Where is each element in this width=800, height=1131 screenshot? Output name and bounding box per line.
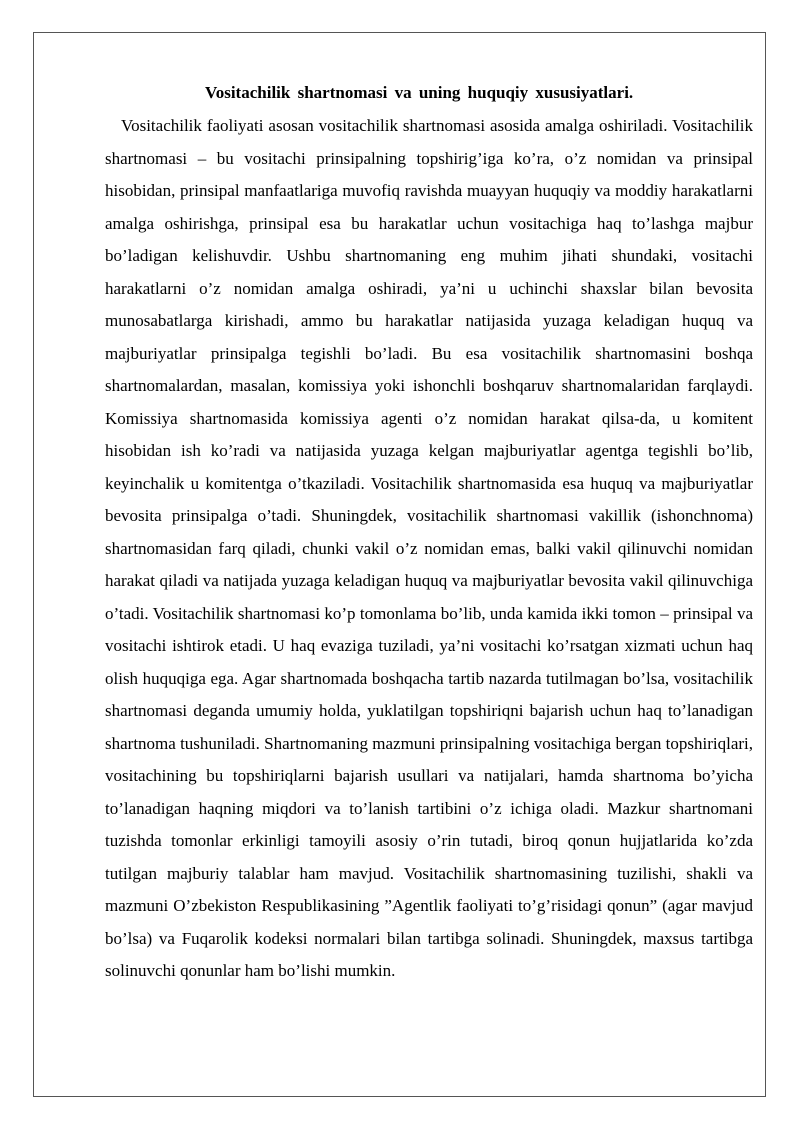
document-paragraph: Vositachilik faoliyati asosan vositachilik shartnomasi asosida amalga oshiriladi. Vositachilik shartnomasi – bu vositachi prinsipalning topshirig’iga ko’ra, o’z nomidan va prinsipal hisobidan, prinsipal manfaatlariga muvofiq ravishda muayyan huquqiy va moddiy harakatlarni amalga oshirishga, prinsipal esa bu harakatlar uchun vositachiga haq to’lashga majbur bo’ladigan kelishuvdir. Ushbu shartnomaning eng muhim jihati shundaki, vositachi harakatlarni o’z nomidan amalga oshiradi, ya’ni u uchinchi shaxslar bilan bevosita munosabatlarga kirishadi, ammo bu harakatlar natijasida yuzaga keladigan huquq va majburiyatlar prinsipalga tegishli bo’ladi. Bu esa vositachilik shartnomasini boshqa shartnomalardan, masalan, komissiya yoki ishonchli boshqaruv shartnomalaridan farqlaydi. Komissiya shartnomasida komissiya agenti o’z nomidan harakat qilsa-da, u komitent hisobidan ish ko’radi va natijasida yuzaga kelgan majburiyatlar agentga tegishli bo’lib, keyinchalik u komitentga o’tkaziladi. Vositachilik shartnomasida esa huquq va majburiyatlar bevosita prinsipalga o’tadi. Shuningdek, vositachilik shartnomasi vakillik (ishonchnoma) shartnomasidan farq qiladi, chunki vakil o’z nomidan emas, balki vakil qilinuvchi nomidan harakat qiladi va natijada yuzaga keladigan huquq va majburiyatlar bevosita vakil qilinuvchiga o’tadi. Vositachilik shartnomasi ko’p tomonlama bo’lib, unda kamida ikki tomon – prinsipal va vositachi ishtirok etadi. U haq evaziga tuziladi, ya’ni vositachi ko’rsatgan xizmati uchun haq olish huquqiga ega. Agar shartnomada boshqacha tartib nazarda tutilmagan bo’lsa, vositachilik shartnomasi deganda umumiy holda, yuklatilgan topshiriqni bajarish uchun haq to’lanadigan shartnoma tushuniladi. Shartnomaning mazmuni prinsipalning vositachiga bergan topshiriqlari, vositachining bu topshiriqlarni bajarish usullari va natijalari, hamda shartnoma bo’yicha to’lanadigan haqning miqdori va to’lanish tartibini o’z ichiga oladi. Mazkur shartnomani tuzishda tomonlar erkinligi tamoyili asosiy o’rin tutadi, biroq qonun hujjatlarida ko’zda tutilgan majburiy talablar ham mavjud. Vositachilik shartnomasining tuzilishi, shakli va mazmuni O’zbekiston Respublikasining ”Agentlik faoliyati to’g’risidagi qonun” (agar mavjud bo’lsa) va Fuqarolik kodeksi normalari bilan tartibga solinadi. Shuningdek, maxsus tartibga solinuvchi qonunlar ham bo’lishi mumkin. (105, 116, 753, 980)
document-title: Vositachilik shartnomasi va uning huquqiy xususiyatlari. (205, 83, 634, 102)
document-body (105, 78, 753, 988)
